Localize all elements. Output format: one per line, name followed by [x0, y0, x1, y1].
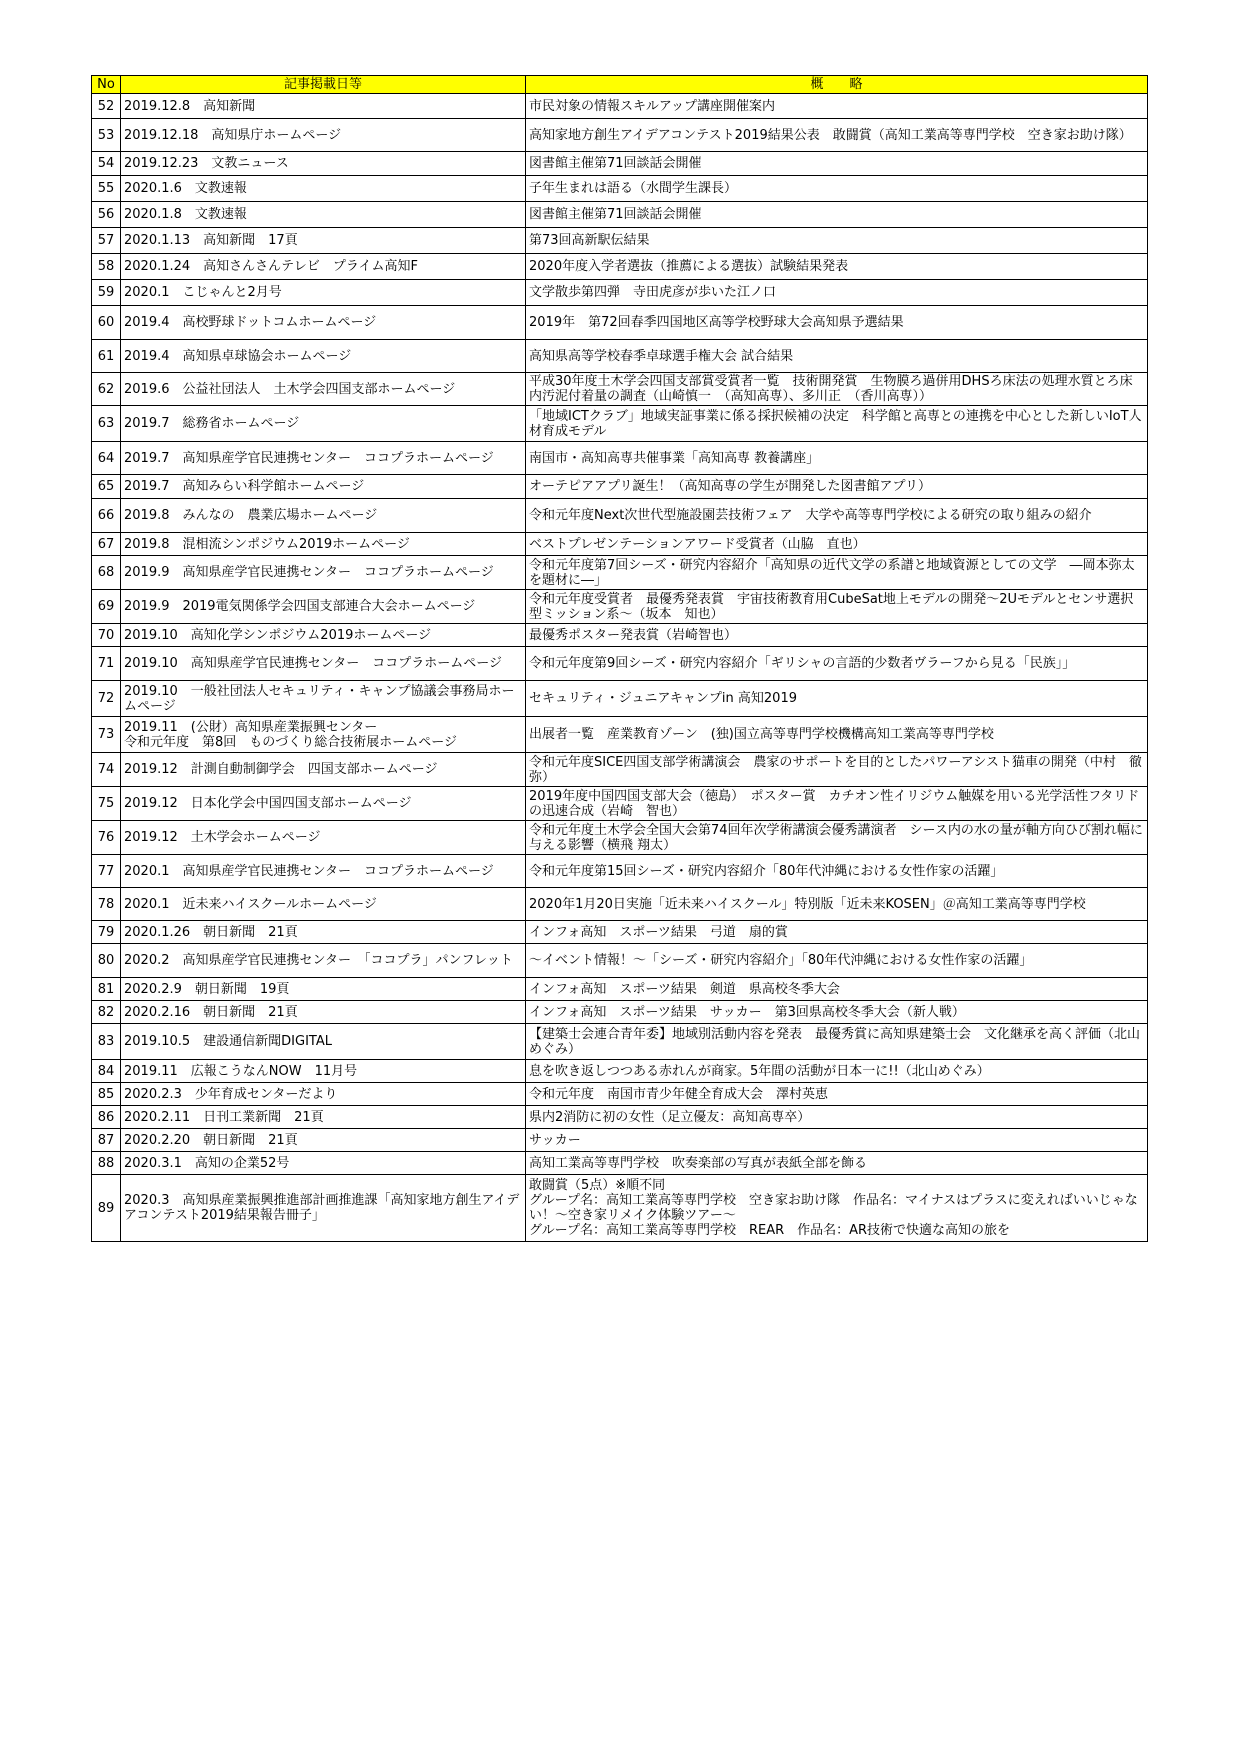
table-row [92, 442, 1148, 475]
row-date-source: 2019.10.5 建設通信新聞DIGITAL [121, 1024, 526, 1060]
row-summary: 文学散歩第四弾 寺田虎彦が歩いた江ノ口 [526, 280, 1148, 306]
row-summary: サッカー [526, 1129, 1148, 1152]
row-date-source: 2020.2.16 朝日新聞 21頁 [121, 1001, 526, 1024]
row-number: 75 [92, 787, 121, 821]
row-date-source: 2019.12.23 文教ニュース [121, 152, 526, 176]
row-date-source: 2019.7 高知県産学官民連携センター ココプラホームページ [121, 442, 526, 475]
row-summary: 市民対象の情報スキルアップ講座開催案内 [526, 94, 1148, 119]
row-summary: 子年生まれは語る（水間学生課長） [526, 176, 1148, 202]
table-row [92, 373, 1148, 406]
row-number: 62 [92, 373, 121, 406]
table-body [92, 94, 1148, 1242]
row-number: 67 [92, 533, 121, 556]
row-number: 82 [92, 1001, 121, 1024]
row-date-source: 2020.1.6 文教速報 [121, 176, 526, 202]
table-row [92, 340, 1148, 373]
table-row [92, 280, 1148, 306]
row-summary: 【建築士会連合青年委】地域別活動内容を発表 最優秀賞に高知県建築士会 文化継承を高く評価（北山めぐみ） [526, 1024, 1148, 1060]
row-number: 57 [92, 228, 121, 254]
table-row [92, 1129, 1148, 1152]
row-date-source: 2019.10 高知化学シンポジウム2019ホームページ [121, 624, 526, 647]
table-row [92, 254, 1148, 280]
table-row [92, 406, 1148, 442]
row-summary: オーテピアアプリ誕生！（高知高専の学生が開発した図書館アプリ） [526, 475, 1148, 499]
row-number: 87 [92, 1129, 121, 1152]
header-no: No [92, 76, 121, 94]
row-date-source: 2019.12 土木学会ホームページ [121, 821, 526, 855]
table-row [92, 176, 1148, 202]
row-summary: セキュリティ・ジュニアキャンプin 高知2019 [526, 681, 1148, 717]
row-summary: 高知工業高等専門学校 吹奏楽部の写真が表紙全部を飾る [526, 1152, 1148, 1175]
row-number: 80 [92, 944, 121, 978]
row-summary: 図書館主催第71回談話会開催 [526, 202, 1148, 228]
row-summary: 県内2消防に初の女性（足立優友：高知高専卒） [526, 1106, 1148, 1129]
row-number: 58 [92, 254, 121, 280]
row-summary: 南国市・高知高専共催事業「高知高専 教養講座」 [526, 442, 1148, 475]
table-row [92, 94, 1148, 119]
table-row [92, 533, 1148, 556]
table-row [92, 228, 1148, 254]
row-number: 71 [92, 647, 121, 681]
table-row [92, 624, 1148, 647]
row-summary: 2019年度中国四国支部大会（徳島） ポスター賞 カチオン性イリジウム触媒を用いる光学活性フタリドの迅速合成（岩崎 智也） [526, 787, 1148, 821]
row-number: 85 [92, 1083, 121, 1106]
table-row [92, 556, 1148, 590]
row-number: 70 [92, 624, 121, 647]
articles-table [91, 75, 1148, 1242]
row-number: 56 [92, 202, 121, 228]
row-date-source: 2020.1.8 文教速報 [121, 202, 526, 228]
row-date-source: 2020.1 高知県産学官民連携センター ココプラホームページ [121, 855, 526, 888]
row-date-source: 2019.8 みんなの 農業広場ホームページ [121, 499, 526, 533]
table-row [92, 590, 1148, 624]
row-summary: 高知県高等学校春季卓球選手権大会 試合結果 [526, 340, 1148, 373]
row-number: 52 [92, 94, 121, 119]
table-row [92, 921, 1148, 944]
row-date-source: 2020.2.9 朝日新聞 19頁 [121, 978, 526, 1001]
table-row [92, 821, 1148, 855]
row-summary: インフォ高知 スポーツ結果 剣道 県高校冬季大会 [526, 978, 1148, 1001]
row-number: 89 [92, 1175, 121, 1242]
row-date-source: 2019.7 総務省ホームページ [121, 406, 526, 442]
row-date-source: 2020.1.13 高知新聞 17頁 [121, 228, 526, 254]
table-row [92, 753, 1148, 787]
table-header-row [92, 76, 1148, 94]
row-number: 74 [92, 753, 121, 787]
row-summary: 令和元年度 南国市青少年健全育成大会 澤村英恵 [526, 1083, 1148, 1106]
row-number: 54 [92, 152, 121, 176]
row-date-source: 2019.12.8 高知新聞 [121, 94, 526, 119]
row-number: 76 [92, 821, 121, 855]
row-number: 69 [92, 590, 121, 624]
row-number: 73 [92, 717, 121, 753]
row-number: 65 [92, 475, 121, 499]
table-row [92, 681, 1148, 717]
row-summary: 出展者一覧 産業教育ゾーン (独)国立高等専門学校機構高知工業高等専門学校 [526, 717, 1148, 753]
row-summary: 令和元年度第7回シーズ・研究内容紹介「高知県の近代文学の系譜と地域資源としての文学 ―岡本弥太を題材に―」 [526, 556, 1148, 590]
row-number: 84 [92, 1060, 121, 1083]
row-number: 86 [92, 1106, 121, 1129]
row-summary: 「地域ICTクラブ」地域実証事業に係る採択候補の決定 科学館と高専との連携を中心とした新しいIoT人材育成モデル [526, 406, 1148, 442]
row-number: 79 [92, 921, 121, 944]
row-date-source: 2020.1.26 朝日新聞 21頁 [121, 921, 526, 944]
table-row [92, 1106, 1148, 1129]
row-summary: ベストプレゼンテーションアワード受賞者（山脇 直也） [526, 533, 1148, 556]
row-summary: 令和元年度第9回シーズ・研究内容紹介「ギリシャの言語的少数者ヴラーフから見る「民族」」 [526, 647, 1148, 681]
table-row [92, 1060, 1148, 1083]
row-summary: 2019年 第72回春季四国地区高等学校野球大会高知県予選結果 [526, 306, 1148, 340]
row-date-source: 2020.3.1 高知の企業52号 [121, 1152, 526, 1175]
table-row [92, 499, 1148, 533]
row-date-source: 2019.7 高知みらい科学館ホームページ [121, 475, 526, 499]
table-row [92, 1024, 1148, 1060]
row-date-source: 2019.6 公益社団法人 土木学会四国支部ホームページ [121, 373, 526, 406]
row-date-source: 2020.2.20 朝日新聞 21頁 [121, 1129, 526, 1152]
table-row [92, 306, 1148, 340]
row-date-source: 2019.9 高知県産学官民連携センター ココプラホームページ [121, 556, 526, 590]
row-date-source: 2020.1 こじゃんと2月号 [121, 280, 526, 306]
row-number: 61 [92, 340, 121, 373]
row-summary: 2020年1月20日実施「近未来ハイスクール」特別版「近未来KOSEN」＠高知工業高等専門学校 [526, 888, 1148, 921]
row-number: 59 [92, 280, 121, 306]
row-summary: 令和元年度第15回シーズ・研究内容紹介「80年代沖縄における女性作家の活躍」 [526, 855, 1148, 888]
row-date-source: 2019.11 広報こうなんNOW 11月号 [121, 1060, 526, 1083]
row-date-source: 2020.2.11 日刊工業新聞 21頁 [121, 1106, 526, 1129]
row-date-source: 2019.10 高知県産学官民連携センター ココプラホームページ [121, 647, 526, 681]
row-number: 66 [92, 499, 121, 533]
row-number: 77 [92, 855, 121, 888]
row-number: 78 [92, 888, 121, 921]
table-row [92, 647, 1148, 681]
row-date-source: 2019.12 計測自動制御学会 四国支部ホームページ [121, 753, 526, 787]
row-summary: 令和元年度土木学会全国大会第74回年次学術講演会優秀講演者 シース内の水の量が軸方向ひび割れ幅に与える影響（横飛 翔太） [526, 821, 1148, 855]
row-date-source: 2019.12.18 高知県庁ホームページ [121, 119, 526, 152]
table-row [92, 119, 1148, 152]
row-date-source: 2020.1 近未来ハイスクールホームページ [121, 888, 526, 921]
row-summary: 敢闘賞（5点）※順不同 グループ名：高知工業高等専門学校 空き家お助け隊 作品名：マイナスはプラスに変えればいいじゃない！～空き家リメイク体験ツアー～ グループ名：高知工業高等専門学校 REAR 作品名：AR技術で快適な高知の旅を [526, 1175, 1148, 1242]
table-row [92, 787, 1148, 821]
row-summary: 令和元年度受賞者 最優秀発表賞 宇宙技術教育用CubeSat地上モデルの開発～2Uモデルとセンサ選択型ミッション系～（坂本 知也） [526, 590, 1148, 624]
row-summary: 2020年度入学者選抜（推薦による選抜）試験結果発表 [526, 254, 1148, 280]
table-row [92, 475, 1148, 499]
row-summary: 息を吹き返しつつある赤れんが商家。5年間の活動が日本一に!!（北山めぐみ） [526, 1060, 1148, 1083]
table-row [92, 944, 1148, 978]
row-summary: インフォ高知 スポーツ結果 サッカー 第3回県高校冬季大会（新人戦） [526, 1001, 1148, 1024]
row-date-source: 2019.11 (公財）高知県産業振興センター 令和元年度 第8回 ものづくり総合技術展ホームページ [121, 717, 526, 753]
row-date-source: 2019.4 高知県卓球協会ホームページ [121, 340, 526, 373]
row-date-source: 2019.4 高校野球ドットコムホームページ [121, 306, 526, 340]
header-date: 記事掲載日等 [121, 76, 526, 94]
row-date-source: 2020.2 高知県産学官民連携センター 「ココプラ」パンフレット [121, 944, 526, 978]
header-summary: 概 略 [526, 76, 1148, 94]
table-row [92, 202, 1148, 228]
table-row [92, 1152, 1148, 1175]
row-date-source: 2020.3 高知県産業振興推進部計画推進課「高知家地方創生アイデアコンテスト2019結果報告冊子」 [121, 1175, 526, 1242]
row-summary: 令和元年度Next次世代型施設園芸技術フェア 大学や高等専門学校による研究の取り組みの紹介 [526, 499, 1148, 533]
table-row [92, 978, 1148, 1001]
row-date-source: 2019.8 混相流シンポジウム2019ホームページ [121, 533, 526, 556]
row-number: 55 [92, 176, 121, 202]
row-number: 81 [92, 978, 121, 1001]
row-number: 60 [92, 306, 121, 340]
row-number: 68 [92, 556, 121, 590]
row-summary: 図書館主催第71回談話会開催 [526, 152, 1148, 176]
table-row [92, 855, 1148, 888]
row-number: 83 [92, 1024, 121, 1060]
row-summary: 第73回高新駅伝結果 [526, 228, 1148, 254]
table-row [92, 1175, 1148, 1242]
row-summary: 令和元年度SICE四国支部学術講演会 農家のサポートを目的としたパワーアシスト猫車の開発（中村 徹弥） [526, 753, 1148, 787]
table-row [92, 888, 1148, 921]
row-date-source: 2019.12 日本化学会中国四国支部ホームページ [121, 787, 526, 821]
row-date-source: 2020.2.3 少年育成センターだより [121, 1083, 526, 1106]
row-number: 64 [92, 442, 121, 475]
row-summary: ～イベント情報！～「シーズ・研究内容紹介」「80年代沖縄における女性作家の活躍」 [526, 944, 1148, 978]
row-summary: 最優秀ポスター発表賞（岩崎智也） [526, 624, 1148, 647]
table-row [92, 152, 1148, 176]
row-summary: 高知家地方創生アイデアコンテスト2019結果公表 敢闘賞（高知工業高等専門学校 空き家お助け隊） [526, 119, 1148, 152]
row-date-source: 2019.9 2019電気関係学会四国支部連合大会ホームページ [121, 590, 526, 624]
row-summary: 平成30年度土木学会四国支部賞受賞者一覧 技術開発賞 生物膜ろ過併用DHSろ床法の処理水質とろ床内汚泥付着量の調査（山崎慎一 （高知高専）、多川正 （香川高専）） [526, 373, 1148, 406]
row-number: 53 [92, 119, 121, 152]
table-row [92, 1001, 1148, 1024]
row-date-source: 2019.10 一般社団法人セキュリティ・キャンプ協議会事務局ホームページ [121, 681, 526, 717]
row-date-source: 2020.1.24 高知さんさんテレビ プライム高知F [121, 254, 526, 280]
table-row [92, 1083, 1148, 1106]
row-number: 72 [92, 681, 121, 717]
row-number: 88 [92, 1152, 121, 1175]
table-row [92, 717, 1148, 753]
row-summary: インフォ高知 スポーツ結果 弓道 扇的賞 [526, 921, 1148, 944]
row-number: 63 [92, 406, 121, 442]
